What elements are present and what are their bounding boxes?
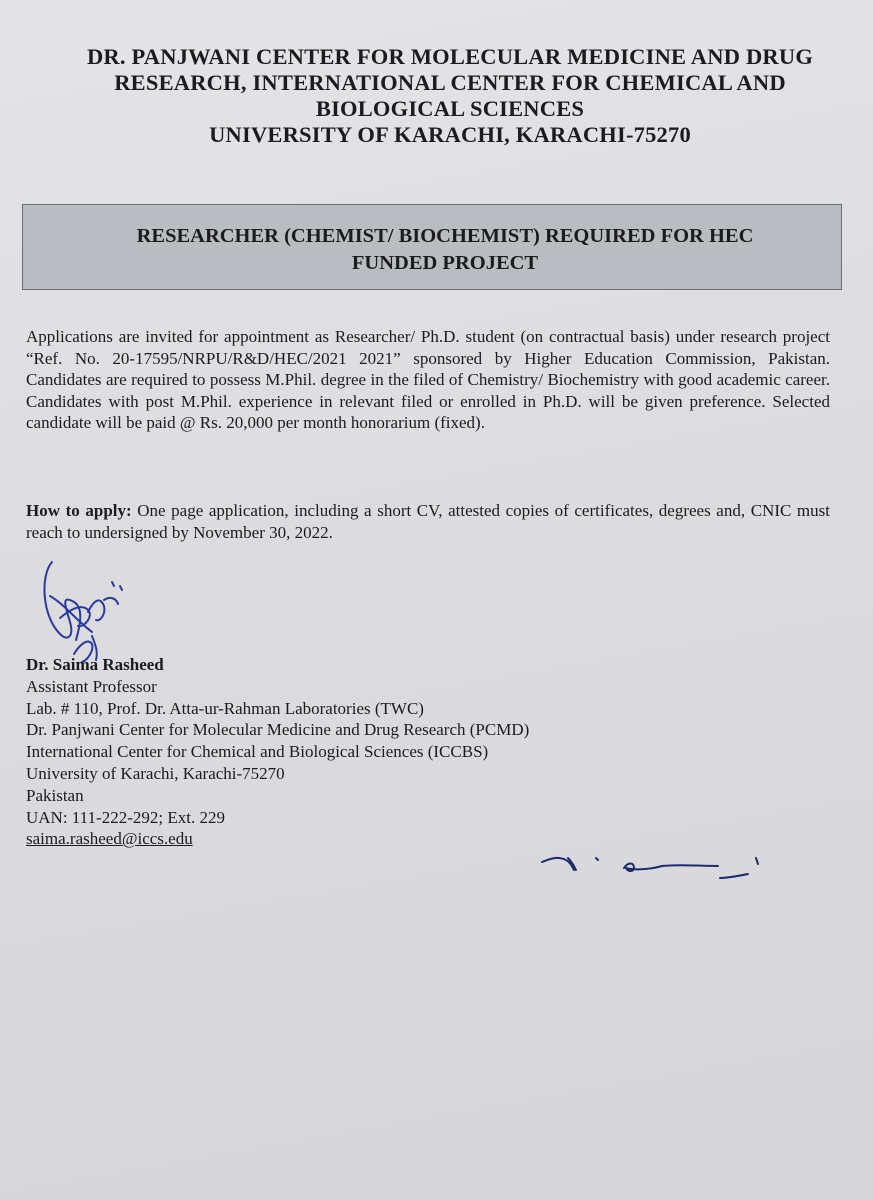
banner-line-2: FUNDED PROJECT xyxy=(351,252,539,274)
handwritten-signature xyxy=(30,556,140,666)
contact-phone: UAN: 111-222-292; Ext. 229 xyxy=(26,807,225,827)
how-to-apply-text: One page application, including a short CV, attested copies of certificates, degrees and, CNIC must reach to undersigned by November 30, 2022. xyxy=(26,501,830,542)
contact-block xyxy=(26,654,529,850)
how-to-apply-paragraph xyxy=(26,500,830,543)
handwritten-initials xyxy=(538,848,778,888)
contact-email-link[interactable]: saima.rasheed@iccs.edu xyxy=(26,829,193,849)
header-line-3: BIOLOGICAL SCIENCES xyxy=(315,96,585,121)
contact-country: Pakistan xyxy=(26,785,84,805)
banner-line-1: RESEARCHER (CHEMIST/ BIOCHEMIST) REQUIRED FOR HEC xyxy=(136,225,754,247)
contact-title: Assistant Professor xyxy=(26,676,157,696)
contact-university: University of Karachi, Karachi-75270 xyxy=(26,763,285,783)
position-title-banner xyxy=(22,204,842,290)
contact-center: Dr. Panjwani Center for Molecular Medicine and Drug Research (PCMD) xyxy=(26,720,530,740)
header-line-4: UNIVERSITY OF KARACHI, KARACHI-75270 xyxy=(209,122,691,147)
contact-name: Dr. Saima Rasheed xyxy=(26,655,164,674)
header-line-2: RESEARCH, INTERNATIONAL CENTER FOR CHEMICAL AND xyxy=(114,70,786,95)
contact-lab: Lab. # 110, Prof. Dr. Atta-ur-Rahman Laboratories (TWC) xyxy=(26,698,424,718)
advertisement-paragraph: Applications are invited for appointment as Researcher/ Ph.D. student (on contractual basis) under research project “Ref. No. 20-17595/NRPU/R&D/HEC/2021 2021” sponsored by Higher Education Commission, Pakistan. Candidates are required to possess M.Phil. degree in the filed of Chemistry/ Biochemistry with good academic career. Candidates with post M.Phil. experience in relevant filed or enrolled in Ph.D. will be given preference. Selected candidate will be paid @ Rs. 20,000 per month honorarium (fixed). xyxy=(26,327,830,433)
how-to-apply-label: How to apply: xyxy=(26,501,132,520)
contact-institute: International Center for Chemical and Biological Sciences (ICCBS) xyxy=(26,742,489,762)
header-line-1: DR. PANJWANI CENTER FOR MOLECULAR MEDICINE AND DRUG xyxy=(86,44,814,69)
institution-header xyxy=(40,44,860,148)
